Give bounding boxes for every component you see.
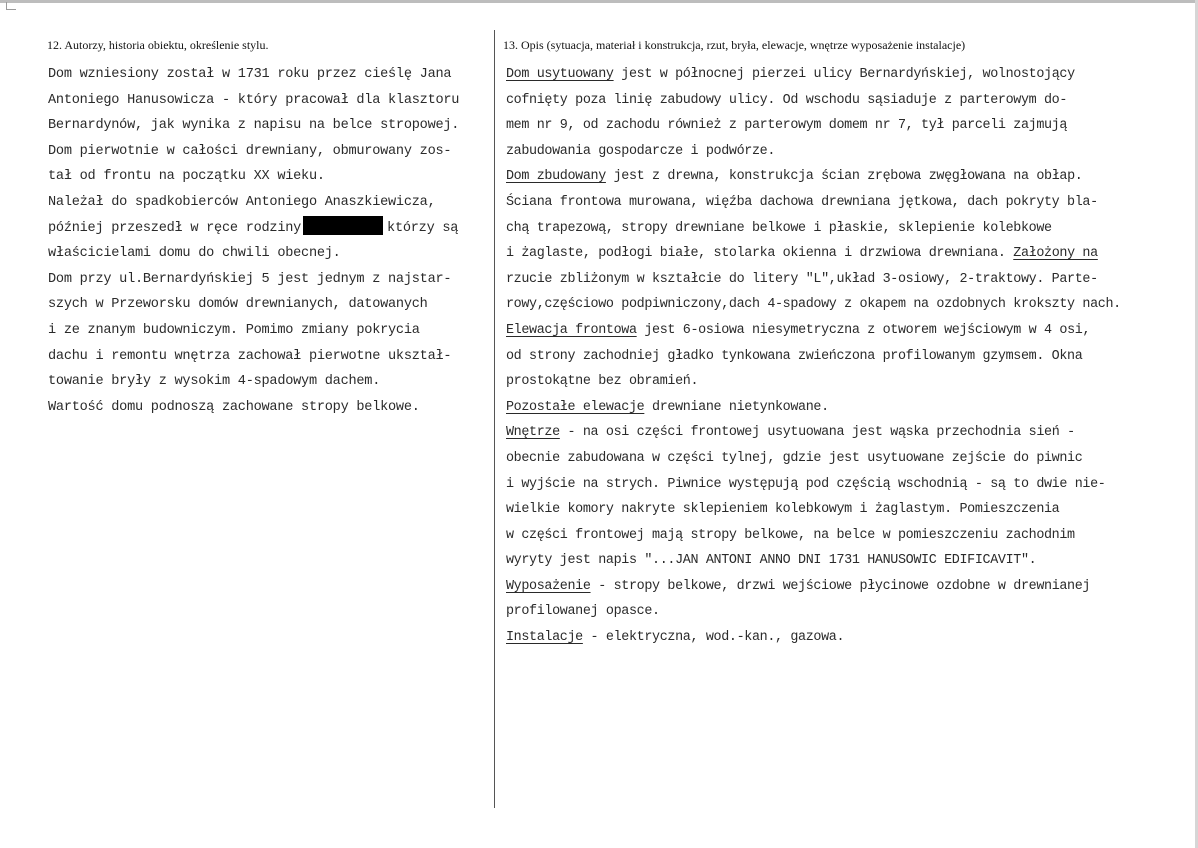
- text-line: [506, 395, 1166, 421]
- section-12-heading: 12. Autorzy, historia obiektu, określenie stylu.: [47, 38, 269, 52]
- text-line: Ściana frontowa murowana, więźba dachowa drewniana jętkowa, dach pokryty bla-: [506, 194, 1098, 210]
- text-line: właścicielami domu do chwili obecnej.: [48, 246, 341, 262]
- text-line: Bernardynów, jak wynika z napisu na belce stropowej.: [48, 118, 460, 134]
- underlined-term: Pozostałe elewacje: [506, 399, 645, 415]
- text-line: od strony zachodniej gładko tynkowana zwieńczona profilowanym gzymsem. Okna: [506, 348, 1083, 364]
- line-text: którzy są: [387, 220, 459, 236]
- line-text: jest 6-osiowa niesymetryczna z otworem wejściowym w 4 osi,: [636, 322, 1091, 338]
- text-line: [506, 574, 1166, 600]
- line-text: - na osi części frontowej usytuowana jest wąska przechodnia sień -: [559, 425, 1075, 441]
- section-13-body: [506, 62, 1166, 651]
- underlined-term: Założony na: [1013, 246, 1098, 262]
- underlined-term: Wyposażenie: [506, 578, 591, 594]
- text-line: mem nr 9, od zachodu również z parterowym domem nr 7, tył parceli zajmują: [506, 118, 1068, 134]
- text-line: [506, 164, 1166, 190]
- scan-top-edge: [0, 0, 1198, 3]
- text-line: rzucie zbliżonym w kształcie do litery "L",układ 3-osiowy, 2-traktowy. Parte-: [506, 271, 1098, 287]
- text-line: i wyjście na strych. Piwnice występują pod częścią wschodnią - są to dwie nie-: [506, 476, 1106, 492]
- text-line: wielkie komory nakryte sklepieniem kolebkowym i żaglastym. Pomieszczenia: [506, 502, 1060, 518]
- underlined-term: Wnętrze: [506, 425, 560, 441]
- section-13-heading: 13. Opis (sytuacja, materiał i konstrukcja, rzut, bryła, elewacje, wnętrze wyposażenie instalacje): [503, 38, 966, 52]
- line-text: drewniane nietynkowane.: [644, 399, 829, 415]
- text-line: dachu i remontu wnętrza zachował pierwotne ukształ-: [48, 348, 452, 364]
- text-line: szych w Przeworsku domów drewnianych, datowanych: [48, 297, 428, 313]
- text-line: Dom przy ul.Bernardyńskiej 5 jest jednym z najstar-: [48, 271, 452, 287]
- text-line: prostokątne bez obramień.: [506, 374, 699, 390]
- text-line: Wartość domu podnoszą zachowane stropy belkowe.: [48, 399, 420, 415]
- text-line: [506, 420, 1166, 446]
- underlined-term: Elewacja frontowa: [506, 322, 637, 338]
- text-line: Dom pierwotnie w całości drewniany, obmurowany zos-: [48, 143, 452, 159]
- text-line: obecnie zabudowana w części tylnej, gdzie jest usytuowane zejście do piwnic: [506, 450, 1083, 466]
- line-text: - elektryczna, wod.-kan., gazowa.: [582, 630, 845, 646]
- text-line: [506, 318, 1166, 344]
- corner-mark-icon: [6, 2, 16, 10]
- text-line: tał od frontu na początku XX wieku.: [48, 169, 325, 185]
- line-text: i żaglaste, podłogi białe, stolarka okienna i drzwiowa drewniana.: [506, 246, 1014, 262]
- redaction-bar: [303, 216, 383, 235]
- line-text: - stropy belkowe, drzwi wejściowe płycinowe ozdobne w drewnianej: [590, 578, 1091, 594]
- text-line: chą trapezową, stropy drewniane belkowe i płaskie, sklepienie kolebkowe: [506, 220, 1052, 236]
- column-divider: [494, 30, 495, 808]
- underlined-term: Dom usytuowany: [506, 67, 614, 82]
- text-line: [48, 216, 490, 242]
- text-line: wyryty jest napis "...JAN ANTONI ANNO DNI 1731 HANUSOWIC EDIFICAVIT".: [506, 553, 1037, 569]
- text-line: [506, 625, 1166, 651]
- text-line: zabudowania gospodarcze i podwórze.: [506, 143, 775, 159]
- text-line: profilowanej opasce.: [506, 604, 660, 620]
- text-line: cofnięty poza linię zabudowy ulicy. Od wschodu sąsiaduje z parterowym do-: [506, 92, 1068, 108]
- text-line: Dom wzniesiony został w 1731 roku przez cieślę Jana: [48, 67, 452, 82]
- underlined-term: Instalacje: [506, 630, 583, 646]
- line-text: jest w północnej pierzei ulicy Bernardyńskiej, wolnostojący: [613, 67, 1075, 82]
- text-line: i ze znanym budowniczym. Pomimo zmiany pokrycia: [48, 322, 420, 338]
- text-line: Należał do spadkobierców Antoniego Anaszkiewicza,: [48, 194, 436, 210]
- text-line: rowy,częściowo podpiwniczony,dach 4-spadowy z okapem na ozdobnych krokszty nach.: [506, 297, 1121, 313]
- text-line: [506, 241, 1166, 267]
- underlined-term: Dom zbudowany: [506, 169, 606, 185]
- line-text: później przeszedł w ręce rodziny: [48, 220, 302, 236]
- line-text: jest z drewna, konstrukcja ścian zrębowa zwęgłowana na obłap.: [605, 169, 1083, 185]
- text-line: [506, 62, 1166, 88]
- section-12-body: [48, 62, 490, 420]
- text-line: towanie bryły z wysokim 4-spadowym dachem.: [48, 374, 381, 390]
- text-line: Antoniego Hanusowicza - który pracował dla klasztoru: [48, 92, 460, 108]
- text-line: w części frontowej mają stropy belkowe, na belce w pomieszczeniu zachodnim: [506, 527, 1075, 543]
